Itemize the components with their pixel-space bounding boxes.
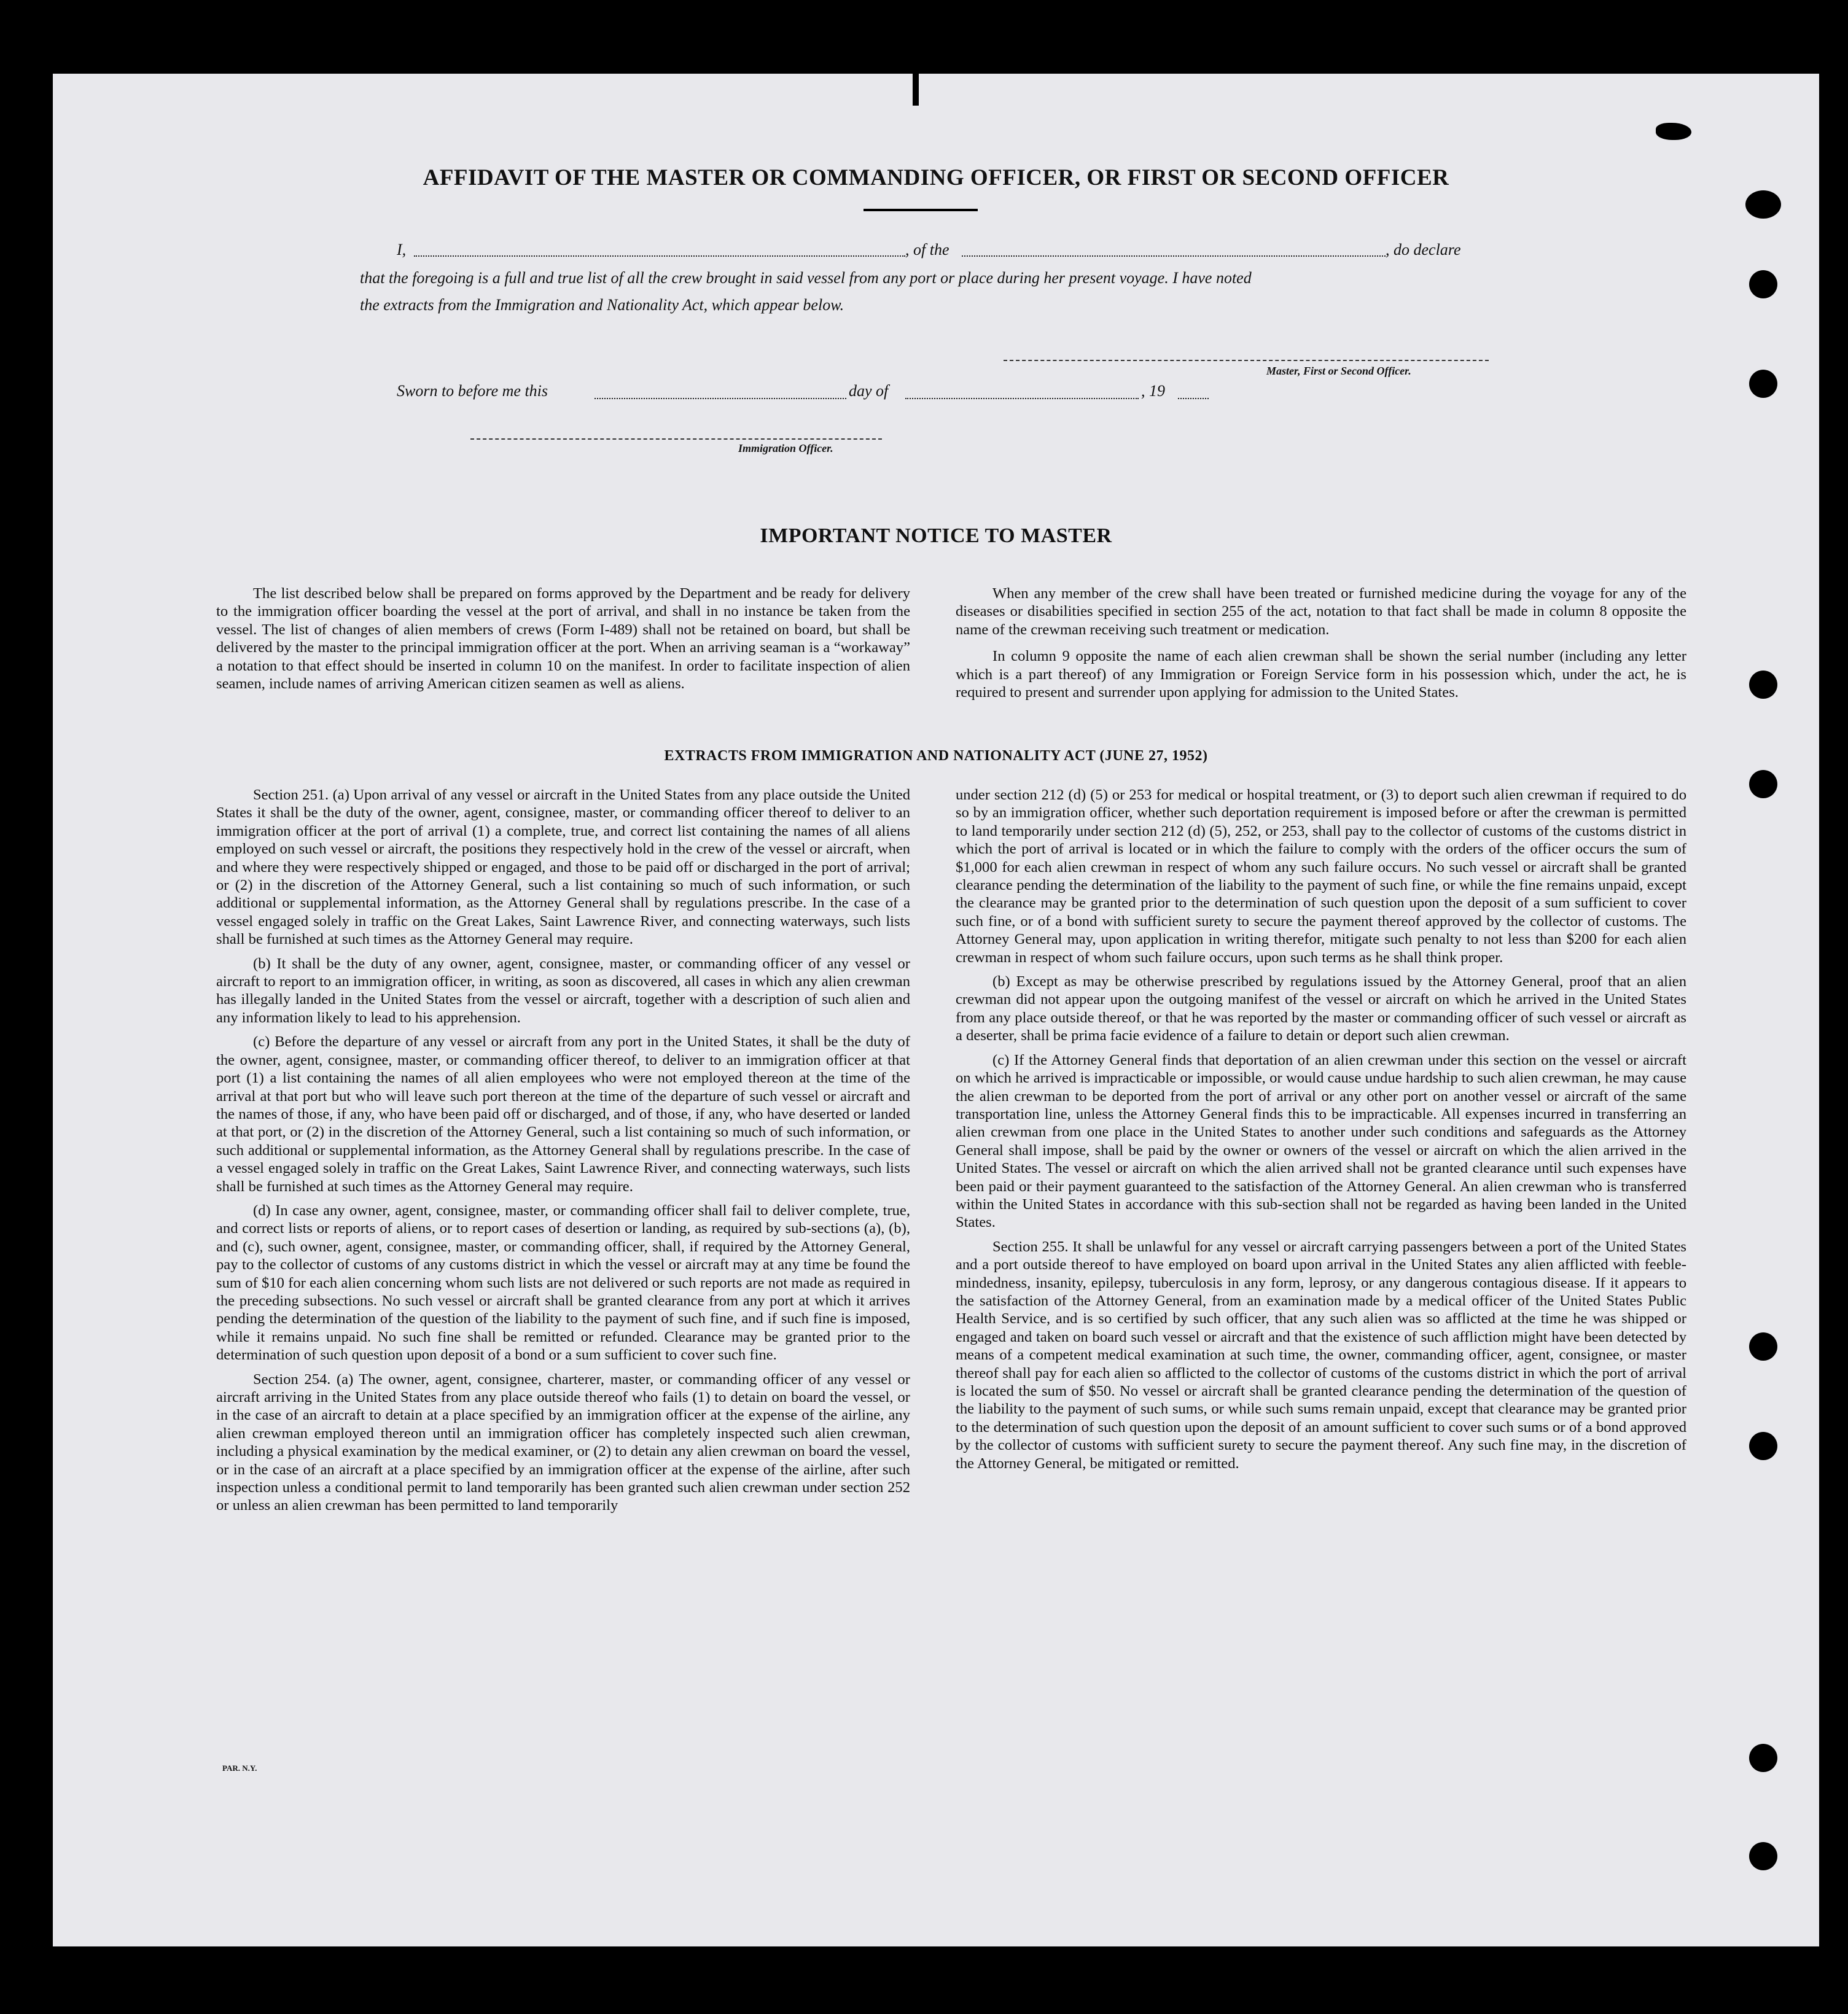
section-251-b: (b) It shall be the duty of any owner, agent, consignee, master, or commanding officer of any vessel or aircraft to report to an immigration officer, in writing, as soon as discovered, all cases in which any alien crewman has illegally landed in the United States from the vessel or aircraft, together with a description of such alien and any information likely to lead to his apprehension. [216,955,910,1026]
punch-hole [1749,1432,1777,1460]
sworn-month-field[interactable] [905,398,1139,399]
punch-hole [1749,671,1777,699]
declaration-of-the: , of the [905,241,949,259]
printer-mark: PAR. N.Y. [222,1763,257,1773]
punch-hole [1749,1744,1777,1772]
punch-hole [1749,1332,1777,1361]
section-254-a: Section 254. (a) The owner, agent, consignee, charterer, master, or commanding officer of any vessel or aircraft arriving in the United States from any place outside thereof who fails (1) to detain on board the vessel, or in the case of an aircraft to detain at a place specified by an immigration officer at the expense of the airline, any alien crewman employed thereon until an immigration officer has completely inspected such alien crewman, including a physical examination by the medical examiner, or (2) to detain any alien crewman on board the vessel, or in the case of an aircraft at a place specified by an immigration officer at the expense of the airline, after such inspection unless a conditional permit to land temporarily has been granted such alien crewman under section 252 or unless an alien crewman has been permitted to land temporarily [216,1371,910,1514]
declaration-i: I, [397,241,407,259]
officer-signature-caption: Immigration Officer. [738,442,833,454]
name-field[interactable] [414,255,905,257]
document-page [53,74,1819,1946]
sworn-label: Sworn to before me this [397,382,548,400]
section-251-a: Section 251. (a) Upon arrival of any vessel or aircraft in the United States from any place outside the United States it shall be the duty of the owner, agent, consignee, master, or commanding officer thereof to deliver to an immigration officer at the port of arrival (1) a complete, true, and correct list containing the names of all aliens employed on such vessel or aircraft, the positions they respectively hold in the crew of the vessel or aircraft, when and where they were respectively shipped or engaged, and those to be paid off or discharged in the port of arrival; or (2) in the discretion of the Attorney General, such a list containing so much of such information, or such additional or supplemental information, as the Attorney General shall by regulations prescribe. In the case of a vessel engaged solely in traffic on the Great Lakes, Saint Lawrence River, and connecting waterways, such lists shall be furnished at such times as the Attorney General may require. [216,787,910,948]
sworn-day-field[interactable] [595,398,846,399]
sworn-year-field[interactable] [1178,398,1209,399]
punch-hole [1749,1842,1777,1870]
notice-left-paragraph: The list described below shall be prepared on forms approved by the Department and be ready for delivery to the immigration officer boarding the vessel at the port of arrival, and shall in no instance be taken from the vessel. The list of changes of alien members of crews (Form I-489) shall not be retained on board, but shall be delivered by the master to the principal immigration officer at the port. When an arriving seaman is a “workaway” a notation to that effect should be inserted in column 10 on the manifest. In order to facilitate inspection of alien seamen, include names of arriving American citizen seamen as well as aliens. [216,585,910,693]
declaration-line-2: that the foregoing is a full and true list of all the crew brought in said vessel from any port or place during her present voyage. I have noted [360,269,1252,287]
year-label: , 19 [1141,382,1165,400]
section-251-d: (d) In case any owner, agent, consignee, master, or commanding officer shall fail to deliver complete, true, and correct lists or reports of aliens, or to report cases of desertion or landing, as required by sub-sections (a), (b), and (c), such owner, agent, consignee, master, or commanding officer, shall, if required by the Attorney General, pay to the collector of customs of any customs district in which the vessel or aircraft may at any time be found the sum of $10 for each alien concerning whom such lists are not delivered or such reports are not made as required in the preceding subsections. No such vessel or aircraft shall be granted clearance from any port at which it arrives pending the determination of the question of the liability to the payment of such fine, and if such fine is imposed, while it remains unpaid. No such fine shall be remitted or refunded. Clearance may be granted prior to the determination of such question upon deposit of a bond or a sum sufficient to cover such fine. [216,1202,910,1364]
punch-hole [1745,190,1781,219]
section-254-b: (b) Except as may be otherwise prescribed by regulations issued by the Attorney General, proof that an alien crewman did not appear upon the outgoing manifest of the vessel or aircraft on which he arrived in the United States from any place outside thereof, or that he was reported by the master or commanding officer of such vessel or aircraft as a deserter, shall be prima facie evidence of a failure to detain or deport such alien crewman. [956,973,1686,1044]
officer-signature-line[interactable] [470,438,882,440]
punch-hole [1749,770,1777,798]
day-of-label: day of [849,382,889,400]
staple-mark [913,74,919,106]
master-signature-caption: Master, First or Second Officer. [1266,365,1411,377]
section-254-a-continued: under section 212 (d) (5) or 253 for medical or hospital treatment, or (3) to deport such alien crewman if required to do so by an immigration officer, whether such deportation requirement is imposed before or after the crewman is permitted to land temporarily under section 212 (d) (5), 252, or 253, shall pay to the collector of customs of the customs district in which the port of arrival is located or in which the failure to comply with the orders of the officer occurs the sum of $1,000 for each alien crewman in respect of whom any such failure occurs. No such vessel or aircraft shall be granted clearance pending the determination of the liability to the payment of such fine, or while the fine remains unpaid, except the clearance may be granted prior to the determination of such question upon the deposit of a sum sufficient to cover such fine, or of a bond with sufficient surety to secure the payment thereof approved by the collector of customs. The Attorney General may, upon application in writing therefor, mitigate such penalty to not less than $200 for each alien crewman in respect of whom such failure occurs, upon such terms as he shall think proper. [956,787,1686,966]
declaration-do-declare: , do declare [1386,241,1461,259]
section-251-c: (c) Before the departure of any vessel or aircraft from any port in the United States, it shall be the duty of the owner, agent, consignee, master, or commanding officer thereof, to deliver to an immigration officer at that port (1) a list containing the names of all alien employees who were not employed thereon at the time of the arrival at that port but who will leave such port thereon at the time of the departure of such vessel or aircraft and the names of those, if any, who have been paid off or discharged, and of those, if any, who have deserted or landed at that port, or (2) in the discretion of the Attorney General, such a list containing so much of such information, or such additional or supplemental information, as the Attorney General shall by regulations prescribe. In the case of a vessel engaged solely in traffic on the Great Lakes, Saint Lawrence River, and connecting waterways, such lists shall be furnished at such times as the Attorney General may require. [216,1033,910,1195]
vessel-field[interactable] [962,255,1386,257]
section-255: Section 255. It shall be unlawful for any vessel or aircraft carrying passengers between a port of the United States and a port outside thereof to have employed on board upon arrival in the United States any alien afflicted with feeble-mindedness, insanity, epilepsy, tuberculosis in any form, leprosy, or any dangerous contagious disease. If it appears to the satisfaction of the Attorney General, from an examination made by a medical officer of the United States Public Health Service, and is so certified by such officer, that any such alien was so afflicted at the time he was shipped or engaged and taken on board such vessel or aircraft and that the existence of such affliction might have been detected by means of a competent medical examination at such time, the owner, commanding officer, agent, consignee, or master thereof shall pay for each alien so afflicted to the collector of customs of the customs district in which the port of arrival is located the sum of $50. No vessel or aircraft shall be granted clearance pending the determination of the question of the liability to the payment of such sums, or while such sums remain unpaid, except that clearance may be granted prior to the determination of such question upon the deposit of an amount sufficient to cover such sums or of a bond approved by the collector of customs with sufficient surety to secure the payment thereof. Any such fine may, in the discretion of the Attorney General, be mitigated or remitted. [956,1238,1686,1472]
notice-left-column [216,585,910,699]
extracts-title: EXTRACTS FROM IMMIGRATION AND NATIONALITY ACT (JUNE 27, 1952) [664,748,1208,764]
affidavit-title: AFFIDAVIT OF THE MASTER OR COMMANDING OFFICER, OR FIRST OR SECOND OFFICER [423,165,1449,190]
notice-right-paragraph-2: In column 9 opposite the name of each alien crewman shall be shown the serial number (including any letter which is a part thereof) of any Immigration or Foreign Service form in his possession which, under the act, he is required to present and surrender upon applying for admission to the United States. [956,648,1686,701]
extracts-right-column [956,786,1686,1479]
master-signature-line[interactable] [1004,360,1489,361]
ink-blot [1656,123,1691,140]
section-254-c: (c) If the Attorney General finds that deportation of an alien crewman under this section on the vessel or aircraft on which he arrived is impracticable or impossible, or would cause undue hardship to such alien crewman, he may cause the alien crewman to be deported from the port of arrival or any other port on another vessel or aircraft of the same transportation line, unless the Attorney General finds this to be impracticable. All expenses incurred in transferring an alien crewman from one place in the United States to another under such conditions and safeguards as the Attorney General shall impose, shall be paid by the owner or owners of the vessel or aircraft on which the alien arrived in the United States. The vessel or aircraft on which the alien arrived shall not be granted clearance until such expenses have been paid or their payment guaranteed to the satisfaction of the Attorney General. An alien crewman who is transferred within the United States in accordance with this sub-section shall not be regarded as having been landed in the United States. [956,1051,1686,1231]
declaration-line-3: the extracts from the Immigration and Nationality Act, which appear below. [360,296,844,314]
extracts-left-column [216,786,910,1521]
punch-hole [1749,270,1777,298]
notice-title: IMPORTANT NOTICE TO MASTER [760,524,1112,547]
punch-hole [1749,370,1777,398]
title-rule [864,209,978,211]
notice-right-paragraph-1: When any member of the crew shall have been treated or furnished medicine during the voyage for any of the diseases or disabilities specified in section 255 of the act, notation to that fact shall be made in column 8 opposite the name of the crewman receiving such treatment or medication. [956,585,1686,638]
notice-right-column [956,585,1686,707]
